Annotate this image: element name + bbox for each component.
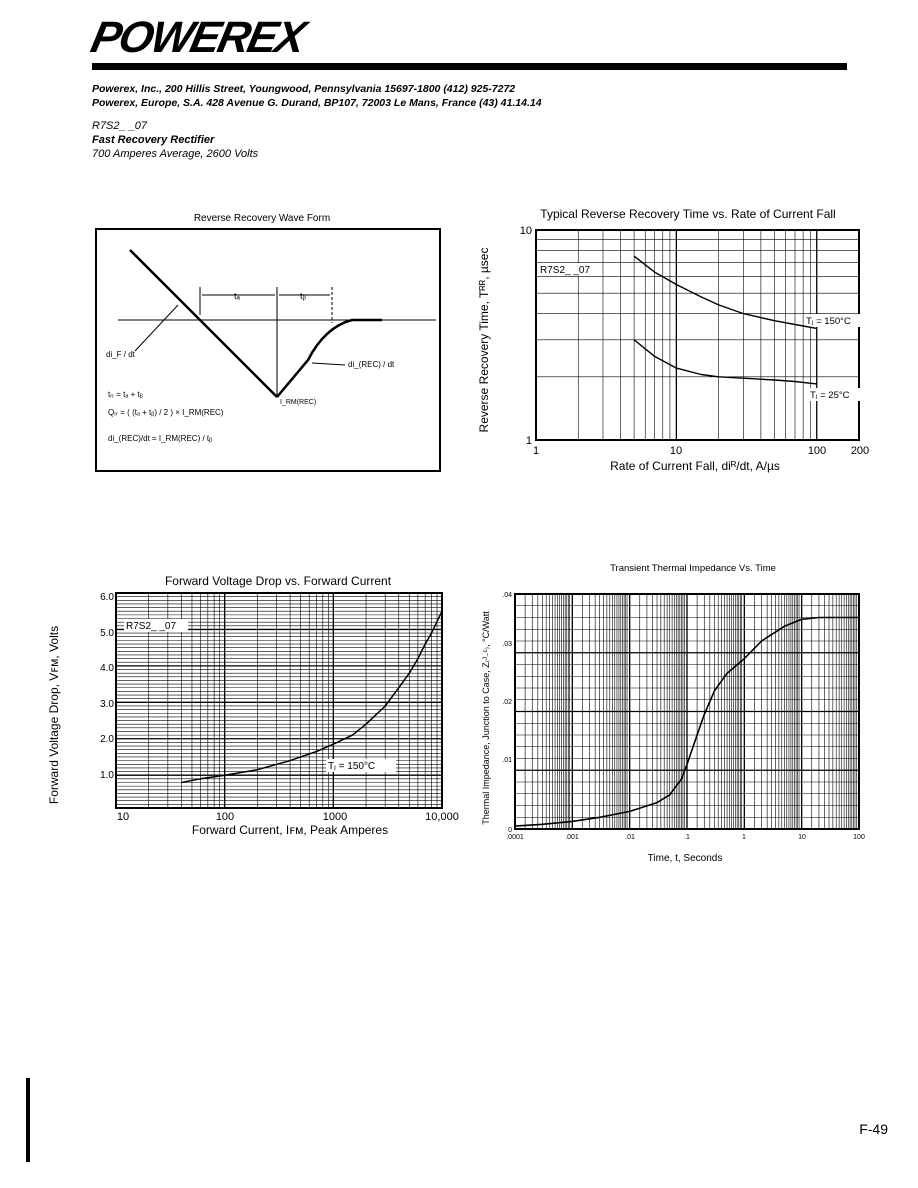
- part-number: R7S2_ _07: [92, 120, 148, 132]
- recovery-x-label: Rate of Current Fall, diᴿ/dt, A/µs: [610, 459, 780, 473]
- thermal-x-tick: 100: [853, 834, 865, 841]
- recovery-x-tick: 100: [807, 445, 827, 457]
- recovery-cold-label: Tⱼ = 25°C: [810, 390, 850, 401]
- thermal-y-tick: 0: [508, 827, 512, 834]
- forward-x-tick: 100: [215, 811, 235, 823]
- forward-curve-label: Tⱼ = 150°C: [328, 761, 376, 772]
- dirdt-leader: [312, 363, 345, 365]
- forward-voltage-chart: [40, 570, 470, 850]
- recovery-hot-label: Tⱼ = 150°C: [806, 316, 851, 327]
- difdt-label: di_F / dt: [106, 350, 135, 359]
- direc-equation: di_(REC)/dt = I_RM(REC) / tᵦ: [108, 434, 213, 443]
- recovery-part-label: R7S2_ _07: [540, 265, 591, 276]
- recovery-x-tick: 200: [850, 445, 870, 457]
- tb-label: tᵦ: [300, 291, 306, 301]
- forward-part-label: R7S2_ _07: [126, 621, 177, 632]
- thermal-x-tick: .001: [565, 834, 579, 841]
- recovery-curve: [277, 320, 382, 397]
- recovery-y-tick: 10: [519, 225, 532, 237]
- qrr-equation: Qᵣᵣ = ( (tₐ + tᵦ) / 2 ) × I_RM(REC): [108, 408, 224, 417]
- thermal-y-tick: .01: [502, 757, 512, 764]
- recovery-y-label: Reverse Recovery Time, Tᴿᴿ, µsec: [477, 247, 491, 433]
- thermal-x-tick: .0001: [506, 834, 524, 841]
- forward-y-tick: 5.0: [100, 628, 114, 639]
- thermal-impedance-chart: [478, 558, 898, 870]
- forward-y-tick: 3.0: [100, 699, 114, 710]
- forward-y-label: Forward Voltage Drop, Vꜰᴍ, Volts: [47, 625, 61, 805]
- forward-y-tick: 1.0: [100, 770, 114, 781]
- difdt-leader: [135, 305, 178, 351]
- current-fall-line: [130, 250, 277, 397]
- recovery-time-chart: [470, 200, 890, 480]
- ta-label: tₐ: [234, 291, 240, 301]
- trr-equation: tᵣᵣ = tₐ + tᵦ: [108, 390, 143, 399]
- recovery-series-hot: [634, 256, 817, 328]
- forward-x-label: Forward Current, Iꜰᴍ, Peak Amperes: [191, 823, 389, 837]
- forward-x-tick: 10,000: [425, 811, 459, 823]
- recovery-series-cold: [634, 340, 817, 384]
- recovery-grid: [536, 230, 859, 440]
- thermal-grid: [515, 594, 859, 829]
- thermal-x-tick: .1: [684, 834, 690, 841]
- thermal-x-tick: 1: [742, 834, 746, 841]
- address-us: Powerex, Inc., 200 Hillis Street, Youngwood, Pennsylvania 15697-1800 (412) 925-7272: [92, 83, 516, 95]
- dirdt-label: di_(REC) / dt: [348, 360, 395, 369]
- thermal-x-tick: .01: [625, 834, 635, 841]
- thermal-chart-title: Transient Thermal Impedance Vs. Time: [610, 563, 776, 574]
- page-number: F-49: [859, 1121, 888, 1137]
- thermal-y-label: Thermal Impedance, Junction to Case, Z₍ᴶ₋ᶜ₎, °C/Watt: [481, 611, 491, 825]
- product-subtitle: 700 Amperes Average, 2600 Volts: [92, 148, 259, 160]
- waveform-diagram: [90, 205, 450, 475]
- thermal-x-tick: 10: [798, 834, 806, 841]
- forward-chart-title: Forward Voltage Drop vs. Forward Current: [164, 574, 392, 588]
- forward-x-tick: 1000: [322, 811, 348, 823]
- product-title: Fast Recovery Rectifier: [92, 134, 215, 146]
- header-rule: [92, 63, 847, 70]
- thermal-y-tick: .03: [502, 641, 512, 648]
- forward-y-tick: 4.0: [100, 663, 114, 674]
- recovery-x-tick: 10: [669, 445, 683, 457]
- powerex-logo: POWEREX: [86, 13, 309, 62]
- irrm-label: I_RM(REC): [280, 399, 317, 406]
- forward-y-tick: 6.0: [100, 592, 114, 603]
- forward-y-tick: 2.0: [100, 734, 114, 745]
- address-europe: Powerex, Europe, S.A. 428 Avenue G. Durand, BP107, 72003 Le Mans, France (43) 41.14.14: [92, 97, 542, 109]
- forward-x-tick: 10: [116, 811, 130, 823]
- thermal-y-tick: .04: [502, 592, 512, 599]
- recovery-chart-title: Typical Reverse Recovery Time vs. Rate of Current Fall: [540, 207, 836, 221]
- recovery-y-tick: 1: [525, 435, 532, 447]
- thermal-x-label: Time, t, Seconds: [647, 853, 723, 864]
- recovery-x-tick: 1: [532, 445, 540, 457]
- waveform-title: Reverse Recovery Wave Form: [193, 213, 331, 224]
- margin-bar: [26, 1078, 30, 1162]
- thermal-y-tick: .02: [502, 699, 512, 706]
